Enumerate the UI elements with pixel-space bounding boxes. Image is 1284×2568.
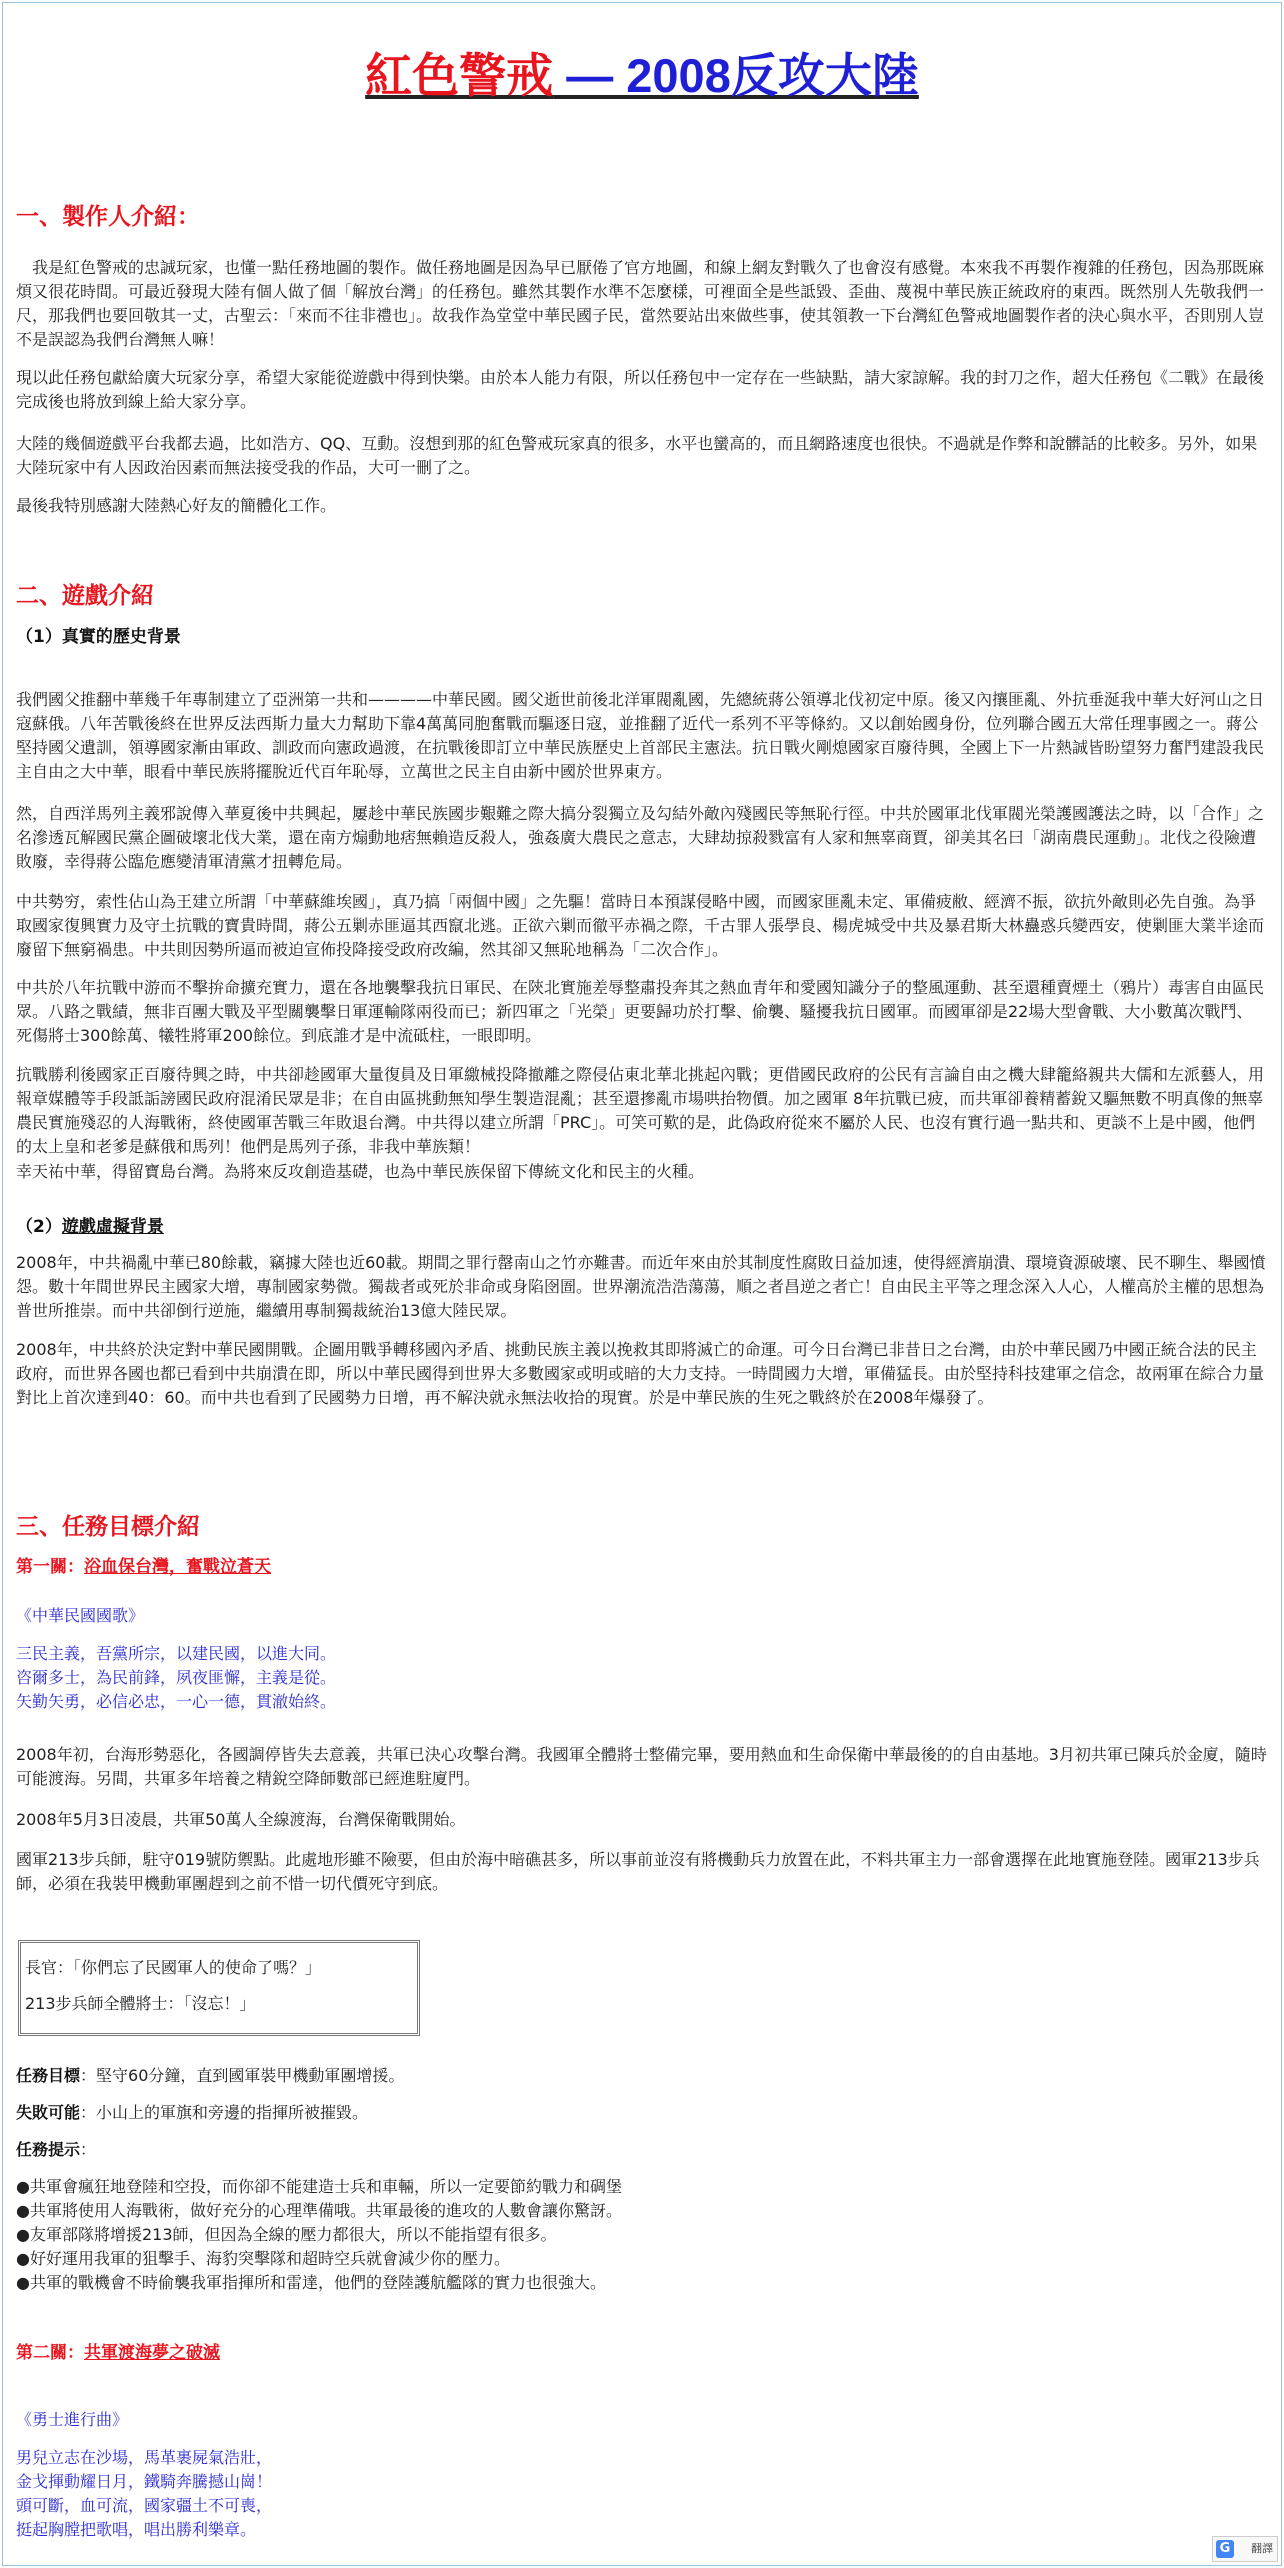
hint-item: ●共軍的戰機會不時偷襲我軍指揮所和雷達，他們的登陸護航艦隊的實力也很強大。 xyxy=(16,2273,606,2292)
story-paragraph-2: 2008年5月3日凌晨，共軍50萬人全線渡海，台灣保衛戰開始。 xyxy=(16,1810,466,1829)
story-paragraph-3: 國軍213步兵師，駐守019號防禦點。此處地形雖不險要，但由於海中暗礁甚多，所以事前並沒有將機動兵力放置在此，不料共軍主力一部會選擇在此地實施登陸。國軍213步兵師，必須在我裝甲機動軍團趕到之前不惜一切代價死守到底。 xyxy=(16,1850,1260,1893)
song1-line: 三民主義，吾黨所宗，以建民國，以進大同。 xyxy=(16,1644,337,1663)
mission-hints-list xyxy=(16,2175,1268,2295)
hints-suffix: ： xyxy=(80,2140,97,2159)
intro-paragraph-1: 我是紅色警戒的忠誠玩家，也懂一點任務地圖的製作。做任務地圖是因為早已厭倦了官方地圖，和線上網友對戰久了也會沒有感覺。本來我不再製作複雜的任務包，因為那既麻煩又很花時間。可最近發現大陸有個人做了個「解放台灣」的任務包。雖然其製作水準不怎麼樣，可裡面全是些詆毀、歪曲、蔑視中華民族正統政府的東西。既然別人先敬我們一尺，那我們也要回敬其一丈，古聖云：「來而不往非禮也」。故我作為堂堂中華民國子民，當然要站出來做些事，使其領教一下台灣紅色警戒地圖製作者的決心與水平，否則別人豈不是誤認為我們台灣無人嘛！ xyxy=(16,258,1265,349)
history-subheading: （1）真實的歷史背景 xyxy=(16,627,181,647)
virtual-paragraph-2: 2008年，中共終於決定對中華民國開戰。企圖用戰爭轉移國內矛盾、挑動民族主義以挽救其即將滅亡的命運。可今日台灣已非昔日之台灣，由於中華民國乃中國正統合法的民主政府，而世界各國也都已看到中共崩潰在即，所以中華民國得到世界大多數國家或明或暗的大力支持。一時間國力大增，軍備猛長。由於堅持科技建軍之信念，故兩軍在綜合力量對比上首次達到40：60。而中共也看到了民國勢力日增，再不解決就永無法收拾的現實。於是中華民族的生死之戰終於在2008年爆發了。 xyxy=(16,1340,1265,1407)
song2-lyrics xyxy=(16,2446,1268,2542)
story-paragraph-1: 2008年初，台海形勢惡化，各國調停皆失去意義，共軍已決心攻擊台灣。我國軍全體將士整備完畢，要用熱血和生命保衛中華最後的的自由基地。3月初共軍已陳兵於金廈，隨時可能渡海。另間，共軍多年培養之精銳空降師數部已經進駐廈門。 xyxy=(16,1745,1267,1788)
article xyxy=(16,0,1268,2539)
virtual-subheading xyxy=(16,1212,1268,1237)
history-paragraph-3: 中共勢穷，索性佔山為王建立所謂「中華蘇維埃國」，真乃搞「兩個中國」之先驅！當時日本預謀侵略中國，而國家匪亂未定、軍備疲敝、經濟不振，欲抗外敵則必先自強。為爭取國家復興實力及守土抗戰的寶貴時間，蔣公五剿赤匪逼其西竄北逃。正欲六剿而徹平赤禍之際，千古罪人張學良、楊虎城受中共及暴君斯大林蠱惑兵變西安，使剿匪大業半途而廢留下無窮禍患。中共則因勢所逼而被迫宣佈投降接受政府改編，然其卻又無恥地稱為「二次合作」。 xyxy=(16,892,1265,959)
dialog-box xyxy=(18,1940,420,2036)
section2-heading: 二、遊戲介紹 xyxy=(16,583,154,609)
dialog-line-soldiers: 213步兵師全體將士：「沒忘！」 xyxy=(25,1994,256,2013)
google-g-icon: G xyxy=(1216,2540,1234,2558)
song1-line: 矢勤矢勇，必信必忠，一心一德，貫澈始終。 xyxy=(16,1692,337,1711)
song2-line: 頭可斷，血可流，國家疆土不可喪， xyxy=(16,2496,273,2515)
intro-paragraph-2: 現以此任務包獻給廣大玩家分享，希望大家能從遊戲中得到快樂。由於本人能力有限，所以任務包中一定存在一些缺點，請大家諒解。我的封刀之作，超大任務包《二戰》在最後完成後也將放到線上給大家分享。 xyxy=(16,368,1265,411)
level1-title xyxy=(16,1552,1268,1577)
level1-link[interactable]: 浴血保台灣，奮戰泣蒼天 xyxy=(84,1557,271,1577)
section3-heading: 三、任務目標介紹 xyxy=(16,1514,200,1540)
mission-objective xyxy=(16,2064,1268,2088)
failure-text: ：小山上的軍旗和旁邊的指揮所被摧毀。 xyxy=(80,2103,369,2122)
dialog-line-officer: 長官：「你們忘了民國軍人的使命了嗎？」 xyxy=(25,1958,322,1977)
title-red-part: 紅色警戒 xyxy=(365,49,554,102)
hint-item: ●共軍將使用人海戰術，做好充分的心理準備哦。共軍最後的進攻的人數會讓你驚訝。 xyxy=(16,2201,622,2220)
virtual-subheading-prefix: （2） xyxy=(16,1217,62,1237)
history-paragraph-6: 幸天祐中華，得留寶島台灣。為將來反攻創造基礎，也為中華民族保留下傳統文化和民主的火種。 xyxy=(16,1162,705,1181)
song2-line: 男兒立志在沙場，馬革裹屍氣浩壯， xyxy=(16,2448,273,2467)
history-paragraph-1: 我們國父推翻中華幾千年專制建立了亞洲第一共和————中華民國。國父逝世前後北洋軍閥亂國，先總統蔣公領導北伐初定中原。後又內攘匪亂、外抗垂涎我中華大好河山之日寇蘇俄。八年苦戰後終在世界反法西斯力量大力幫助下靠4萬萬同胞奮戰而驅逐日寇，並推翻了近代一系列不平等條約。又以創始國身份，位列聯合國五大常任理事國之一。蔣公堅持國父遺訓，領導國家漸由軍政、訓政而向憲政過渡，在抗戰後即訂立中華民族歷史上首部民主憲法。抗日戰火剛熄國家百廢待興，全國上下一片熱誠皆盼望努力奮鬥建設我民主自由之大中華，眼看中華民族將擺脫近代百年恥辱，立萬世之民主自由新中國於世界東方。 xyxy=(16,690,1265,781)
failure-label: 失敗可能 xyxy=(16,2103,81,2122)
mission-failure xyxy=(16,2101,1268,2125)
song1-lyrics xyxy=(16,1642,1268,1714)
page-title[interactable] xyxy=(16,0,1268,108)
song1-line: 咨爾多士，為民前鋒，夙夜匪懈，主義是從。 xyxy=(16,1668,337,1687)
translate-label: 翻譯 xyxy=(1251,2542,1273,2555)
virtual-paragraph-1: 2008年，中共禍亂中華已80餘載，竊據大陸也近60載。期間之罪行罄南山之竹亦難書。而近年來由於其制度性腐敗日益加速，使得經濟崩潰、環境資源破壞、民不聊生、舉國憤怨。數十年間世界民主國家大增，專制國家勢微。獨裁者或死於非命或身陷囹圄。世界潮流浩浩蕩蕩，順之者昌逆之者亡！自由民主平等之理念深入人心，人權高於主權的思想為普世所推崇。而中共卻倒行逆施，繼續用專制獨裁統治13億大陸民眾。 xyxy=(16,1253,1266,1320)
song1-title: 《中華民國國歌》 xyxy=(16,1606,145,1625)
hints-label: 任務提示 xyxy=(16,2140,81,2159)
virtual-background-link[interactable]: 遊戲虛擬背景 xyxy=(61,1217,164,1237)
section1-heading: 一、製作人介紹： xyxy=(16,204,200,230)
hint-item: ●共軍會瘋狂地登陸和空投，而你卻不能建造士兵和車輛，所以一定要節約戰力和碉堡 xyxy=(16,2177,622,2196)
title-blue-part: — 2008反攻大陸 xyxy=(553,49,919,102)
hint-item: ●友軍部隊將增援213師，但因為全線的壓力都很大，所以不能指望有很多。 xyxy=(16,2225,557,2244)
hint-item: ●好好運用我軍的狙擊手、海豹突擊隊和超時空兵就會減少你的壓力。 xyxy=(16,2249,510,2268)
song2-title: 《勇士進行曲》 xyxy=(16,2410,129,2429)
objective-text: ：堅守60分鐘，直到國軍裝甲機動軍團增援。 xyxy=(80,2066,405,2085)
history-paragraph-2: 然，自西洋馬列主義邪說傳入華夏後中共興起，屢趁中華民族國步艱難之際大搞分裂獨立及勾結外敵內殘國民等無恥行徑。中共於國軍北伐軍閥光榮護國護法之時，以「合作」之名滲透瓦解國民黨企圖破壞北伐大業，還在南方煽動地痞無賴造反殺人，強姦廣大農民之意志，大肆劫掠殺戮富有人家和無辜商賈，卻美其名曰「湖南農民運動」。北伐之役險遭敗廢，幸得蔣公臨危應變清軍清黨才扭轉危局。 xyxy=(16,804,1265,871)
song2-line: 金戈揮動耀日月，鐵騎奔騰撼山崗！ xyxy=(16,2472,273,2491)
objective-label: 任務目標 xyxy=(16,2066,81,2085)
history-paragraph-4: 中共於八年抗戰中游而不擊拚命擴充實力，還在各地襲擊我抗日軍民、在陝北實施差辱整肅投奔其之熱血青年和愛國知識分子的整風運動、甚至還種賣煙土（鴉片）毒害自由區民眾。八路之戰績，無非百團大戰及平型關襲擊日軍運輸隊兩役而已；新四軍之「光榮」更要歸功於打擊、偷襲、騷擾我抗日國軍。而國軍卻是22場大型會戰、大小數萬次戰鬥、死傷將士300餘萬、犧牲將軍200餘位。到底誰才是中流砥柱，一眼即明。 xyxy=(16,978,1265,1045)
song2-line: 挺起胸膛把歌唱，唱出勝利樂章。 xyxy=(16,2520,257,2539)
mission-hints-heading xyxy=(16,2138,1268,2162)
history-paragraph-5: 抗戰勝利後國家正百廢待興之時，中共卻趁國軍大量復員及日軍繳械投降撤離之際侵佔東北華北挑起內戰；更借國民政府的公民有言論自由之機大肆籠絡親共大儒和左派藝人，用報章媒體等手段詆詬謗國民政府混淆民眾是非；在自由區挑動無知學生製造混亂；甚至還摻亂市場哄抬物價。加之國軍 8年抗戰已疲，而共軍卻養精蓄銳又驅無數不明真像的無辜農民實施殘忍的人海戰術，終使國軍苦戰三年敗退台灣。中共得以建立所謂「PRC」。可笑可歎的是，此偽政府從來不屬於人民、也沒有實行過一點共和、更談不上是中國，他們的太上皇和老爹是蘇俄和馬列！他們是馬列子孫，非我中華族類！ xyxy=(16,1065,1265,1156)
level2-link[interactable]: 共軍渡海夢之破滅 xyxy=(84,2343,220,2363)
level2-label: 第二關： xyxy=(16,2343,84,2363)
intro-paragraph-3: 大陸的幾個遊戲平台我都去過，比如浩方、QQ、互動。沒想到那的紅色警戒玩家真的很多，水平也蠻高的，而且網路速度也很快。不過就是作弊和說髒話的比較多。另外，如果大陸玩家中有人因政治因素而無法接受我的作品，大可一刪了之。 xyxy=(16,434,1258,477)
level1-label: 第一關： xyxy=(16,1557,84,1577)
intro-paragraph-4: 最後我特別感謝大陸熱心好友的簡體化工作。 xyxy=(16,496,337,515)
level2-title xyxy=(16,2338,1268,2363)
translate-button[interactable] xyxy=(1212,2536,1278,2562)
